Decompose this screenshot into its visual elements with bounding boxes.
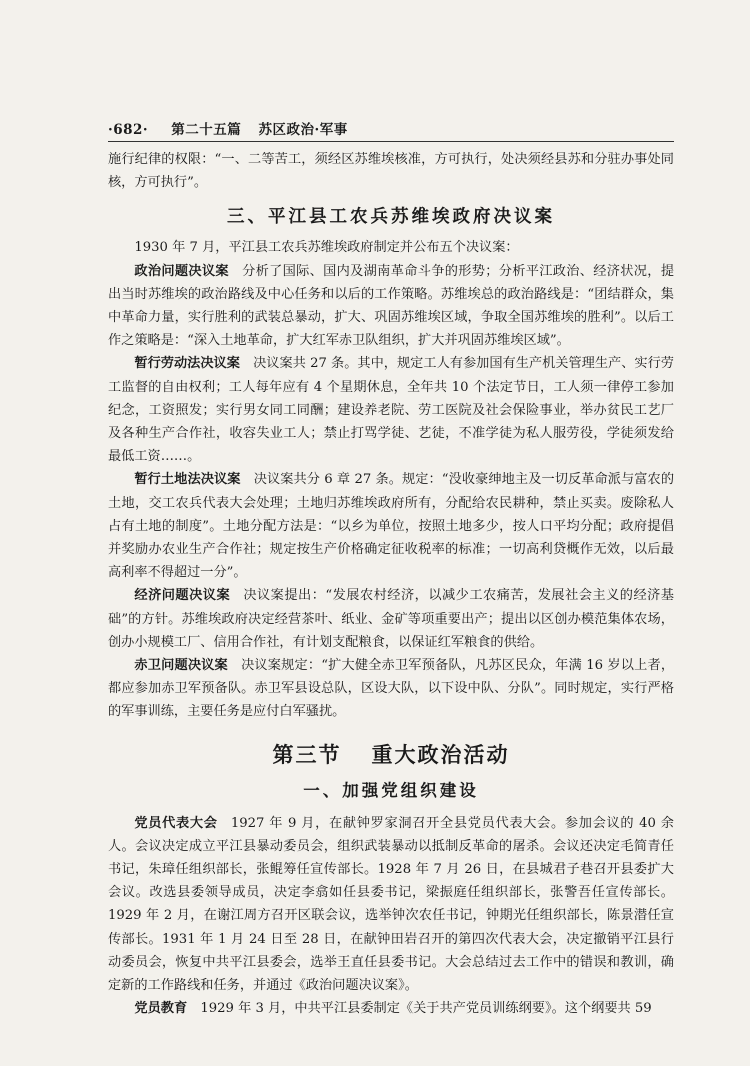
resolution-paragraph — [108, 584, 674, 654]
resolution-keyword: 经济问题决议案 — [134, 588, 231, 604]
resolution-paragraph — [108, 260, 674, 353]
chapter-label: 第二十五篇 — [171, 122, 242, 138]
subsection-heading-1: 一、加强党组织建设 — [303, 780, 479, 800]
subsection-heading-3: 三、平江县工农兵苏维埃政府决议案 — [227, 207, 555, 228]
section-label: 苏区政治·军事 — [258, 122, 348, 138]
running-header — [108, 118, 668, 138]
header-rule — [108, 141, 674, 142]
section-heading — [108, 738, 674, 772]
resolution-text: 决议案规定：“扩大健全赤卫军预备队，凡苏区民众，年满 16 岁以上者，都应参加赤卫军预备队。赤卫军县设总队，区设大队，以下设中队、分队”。同时规定，实行严格的军事训练，主要任务是应付白军骚扰。 — [108, 658, 675, 720]
body-text — [108, 148, 674, 1021]
page-number: ·682· — [108, 122, 149, 138]
activity-keyword: 党员代表大会 — [134, 815, 218, 831]
resolution-paragraph — [108, 352, 674, 468]
activity-text: 1927 年 9 月，在献钟罗家洞召开全县党员代表大会。参加会议的 40 余人。会议决定成立平江县暴动委员会，组织武装暴动以抵制反革命的屠杀。会议还决定毛简青任书记，朱璋任组织部长，张鲲筹任宣传部长。1928 年 7 月 26 日，在县城君子巷召开县委扩大会议。改选县委领导成员，决定李翕如任县委书记，梁振庭任组织部长，张警吾任宣传部长。1929 年 2 月，在谢江周方召开区联会议，选举钟次农任书记，钟期光任组织部长，陈景潜任宣传部长。1931 年 1 月 24 日至 28 日，在献钟田岩召开的第四次代表大会，决定撤销平江县行动委员会，恢复中共平江县委会，选举王直任县委书记。大会总结过去工作中的错误和教训，确定新的工作路线和任务，并通过《政治问题决议案》。 — [108, 815, 674, 994]
activity-paragraph — [108, 812, 674, 998]
resolution-keyword: 赤卫问题决议案 — [134, 658, 228, 674]
resolution-text: 分析了国际、国内及湖南革命斗争的形势；分析平江政治、经济状况，提出当时苏维埃的政治路线及中心任务和以后的工作策略。苏维埃总的政治路线是：“团结群众，集中革命力量，实行胜利的武装总暴动，扩大、巩固苏维埃区域，争取全国苏维埃的胜利”。以后工作之策略是：“深入土地革命，扩大红军赤卫队组织，扩大并巩固苏维埃区域”。 — [108, 263, 675, 349]
resolution-keyword: 暂行土地法决议案 — [134, 472, 241, 488]
resolution-text: 决议案提出：“发展农村经济，以减少工农痛苦，发展社会主义的经济基础”的方针。苏维埃政府决定经营茶叶、纸业、金矿等项重要出产；提出以区创办模范集体农场，创办小规模工厂、信用合作社，有计划支配粮食，以保证红军粮食的供给。 — [108, 588, 674, 650]
resolution-text: 决议案共分 6 章 27 条。规定：“没收豪绅地主及一切反革命派与富农的土地，交工农兵代表大会处理；土地归苏维埃政府所有，分配给农民耕种，禁止买卖。废除私人占有土地的制度”。土地分配方法是：“以乡为单位，按照土地多少，按人口平均分配；政府提倡并奖励办农业生产合作社；规定按生产价格确定征收税率的标准；一切高利贷概作无效，以后最高利率不得超过一分”。 — [108, 472, 675, 581]
resolution-text: 决议案共 27 条。其中，规定工人有参加国有生产机关管理生产、实行劳工监督的自由权利；工人每年应有 4 个星期休息，全年共 10 个法定节日，工人须一律停工参加纪念，工资照发；实行男女同工同酬；建设养老院、劳工医院及社会保险事业，举办贫民工艺厂及各种生产合作社，收容失业工人；禁止打骂学徒、艺徒，不准学徒为私人服劳役，学徒须发给最低工资……。 — [108, 356, 674, 465]
activity-text: 1929 年 3 月，中共平江县委制定《关于共产党员训练纲要》。这个纲要共 59 — [200, 1001, 652, 1017]
resolution-keyword: 暂行劳动法决议案 — [134, 356, 240, 372]
section-title: 重大政治活动 — [371, 742, 510, 767]
resolution-keyword: 政治问题决议案 — [134, 263, 229, 279]
resolution-paragraph — [108, 468, 674, 584]
section-number: 第三节 — [272, 742, 342, 767]
paragraph-continued: 施行纪律的权限：“一、二等苦工，须经区苏维埃核准，方可执行，处决须经县苏和分驻办事处同核，方可执行”。 — [108, 152, 674, 191]
activity-paragraph — [108, 997, 674, 1020]
activity-keyword: 党员教育 — [134, 1001, 188, 1017]
resolution-paragraph — [108, 654, 674, 724]
subsection-intro: 1930 年 7 月，平江县工农兵苏维埃政府制定并公布五个决议案： — [134, 240, 519, 256]
